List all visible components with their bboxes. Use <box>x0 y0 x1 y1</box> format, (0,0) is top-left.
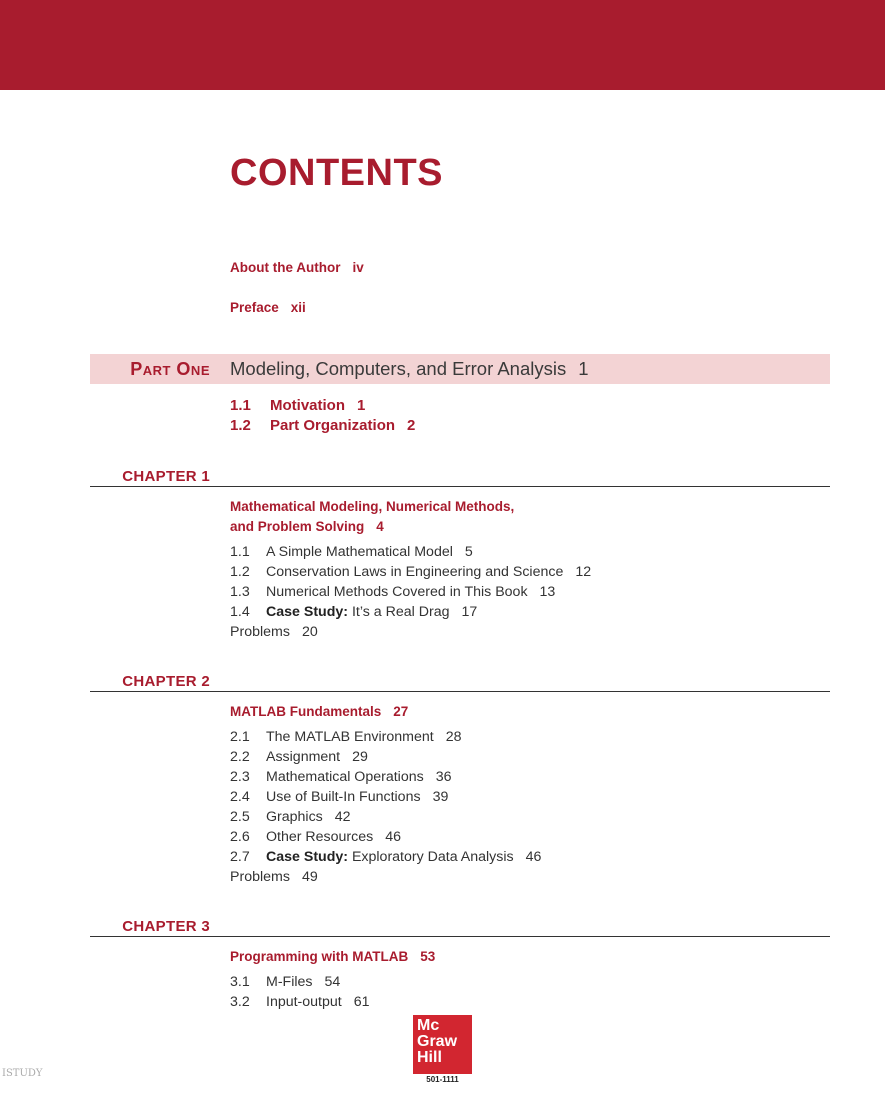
section-title: Motivation <box>270 397 345 414</box>
toc-entry-preface[interactable] <box>230 300 306 315</box>
section-title: Part Organization <box>270 417 396 434</box>
chapter-divider <box>90 486 830 487</box>
section-number: 1.1 <box>230 397 251 414</box>
section-title: Input-output <box>266 994 342 1010</box>
section-page: 36 <box>435 769 452 785</box>
toc-row-problems[interactable] <box>230 867 541 887</box>
section-title: Use of Built-In Functions <box>266 789 421 805</box>
section-number: 2.3 <box>230 769 250 785</box>
mcgraw-hill-logo <box>413 1015 472 1074</box>
section-number: 1.2 <box>230 564 250 580</box>
section-page: 39 <box>432 789 449 805</box>
part-title-text: Modeling, Computers, and Error Analysis <box>230 358 567 379</box>
section-page: 46 <box>525 849 542 865</box>
toc-row[interactable] <box>230 972 370 992</box>
section-number: 2.4 <box>230 789 250 805</box>
chapter-title-line-2 <box>230 517 514 537</box>
section-number: 1.4 <box>230 604 250 620</box>
section-page: 28 <box>445 729 462 745</box>
section-page: 12 <box>575 564 592 580</box>
section-number: 2.7 <box>230 849 250 865</box>
toc-row[interactable] <box>230 787 541 807</box>
toc-row[interactable] <box>230 727 541 747</box>
chapter-title-text: and Problem Solving <box>230 519 365 534</box>
section-number: 1.3 <box>230 584 250 600</box>
chapter-2-title[interactable] <box>230 702 408 722</box>
section-number: 3.2 <box>230 994 250 1010</box>
chapter-3-title[interactable] <box>230 947 435 967</box>
toc-row[interactable] <box>230 992 370 1012</box>
section-number: 1.2 <box>230 417 251 434</box>
section-number: 2.6 <box>230 829 250 845</box>
toc-row[interactable] <box>230 847 541 867</box>
section-title: Exploratory Data Analysis <box>351 849 514 865</box>
chapter-title-text: Programming with MATLAB <box>230 949 409 964</box>
header-color-band <box>0 0 885 90</box>
case-study-label: Case Study: <box>266 604 348 620</box>
logo-code: 501-1111 <box>426 1075 459 1084</box>
chapter-page: 4 <box>376 519 384 534</box>
section-number: 2.5 <box>230 809 250 825</box>
entry-page: iv <box>352 260 364 275</box>
chapter-3-label: CHAPTER 3 <box>122 918 210 935</box>
toc-row[interactable] <box>230 582 591 602</box>
section-title: It’s a Real Drag <box>351 604 450 620</box>
section-title: A Simple Mathematical Model <box>266 544 453 560</box>
toc-row[interactable] <box>230 562 591 582</box>
chapter-1-label: CHAPTER 1 <box>122 468 210 485</box>
entry-label: Preface <box>230 300 279 315</box>
chapter-page: 27 <box>393 704 409 719</box>
toc-row[interactable] <box>230 747 541 767</box>
section-title: Mathematical Operations <box>266 769 424 785</box>
problems-label: Problems <box>230 869 290 885</box>
chapter-title-line: Mathematical Modeling, Numerical Methods, <box>230 499 515 514</box>
section-title: Other Resources <box>266 829 374 845</box>
part-section-entry[interactable] <box>230 397 365 414</box>
entry-page: xii <box>290 300 306 315</box>
part-title <box>230 358 589 380</box>
chapter-3-sections <box>230 972 370 1012</box>
section-title: Conservation Laws in Engineering and Science <box>266 564 564 580</box>
toc-row-problems[interactable] <box>230 622 591 642</box>
section-number: 3.1 <box>230 974 250 990</box>
chapter-1-title[interactable] <box>230 497 514 537</box>
section-title: The MATLAB Environment <box>266 729 434 745</box>
toc-row[interactable] <box>230 807 541 827</box>
chapter-2-sections <box>230 727 541 887</box>
section-page: 13 <box>539 584 556 600</box>
section-number: 1.1 <box>230 544 250 560</box>
section-page: 29 <box>352 749 368 765</box>
logo-line: Graw <box>417 1033 458 1050</box>
section-page: 46 <box>385 829 402 845</box>
problems-page: 49 <box>301 869 318 885</box>
section-title: M-Files <box>266 974 313 990</box>
part-page: 1 <box>578 358 589 379</box>
section-number: 2.2 <box>230 749 250 765</box>
section-number: 2.1 <box>230 729 250 745</box>
chapter-page: 53 <box>420 949 436 964</box>
part-label: Part One <box>130 359 210 379</box>
section-page: 2 <box>407 417 416 434</box>
section-page: 17 <box>461 604 478 620</box>
section-page: 61 <box>353 994 370 1010</box>
toc-row[interactable] <box>230 767 541 787</box>
entry-label: About the Author <box>230 260 341 275</box>
logo-line: Hill <box>417 1049 442 1066</box>
chapter-1-sections <box>230 542 591 642</box>
watermark: ISTUDY <box>2 1068 43 1079</box>
case-study-label: Case Study: <box>266 849 348 865</box>
chapter-divider <box>90 691 830 692</box>
section-title: Graphics <box>266 809 323 825</box>
chapter-divider <box>90 936 830 937</box>
section-title: Assignment <box>266 749 341 765</box>
toc-entry-about-author[interactable] <box>230 260 364 275</box>
part-section-entry[interactable] <box>230 417 415 434</box>
chapter-title-text: MATLAB Fundamentals <box>230 704 382 719</box>
part-one-banner[interactable] <box>90 354 830 384</box>
section-page: 5 <box>464 544 473 560</box>
problems-label: Problems <box>230 624 290 640</box>
toc-row[interactable] <box>230 542 591 562</box>
chapter-2-label: CHAPTER 2 <box>122 673 210 690</box>
problems-page: 20 <box>301 624 318 640</box>
section-page: 42 <box>334 809 351 825</box>
toc-row[interactable] <box>230 602 591 622</box>
toc-row[interactable] <box>230 827 541 847</box>
section-title: Numerical Methods Covered in This Book <box>266 584 528 600</box>
page-title: CONTENTS <box>230 152 443 194</box>
logo-line: Mc <box>417 1017 440 1034</box>
section-page: 1 <box>357 397 366 414</box>
section-page: 54 <box>324 974 341 990</box>
